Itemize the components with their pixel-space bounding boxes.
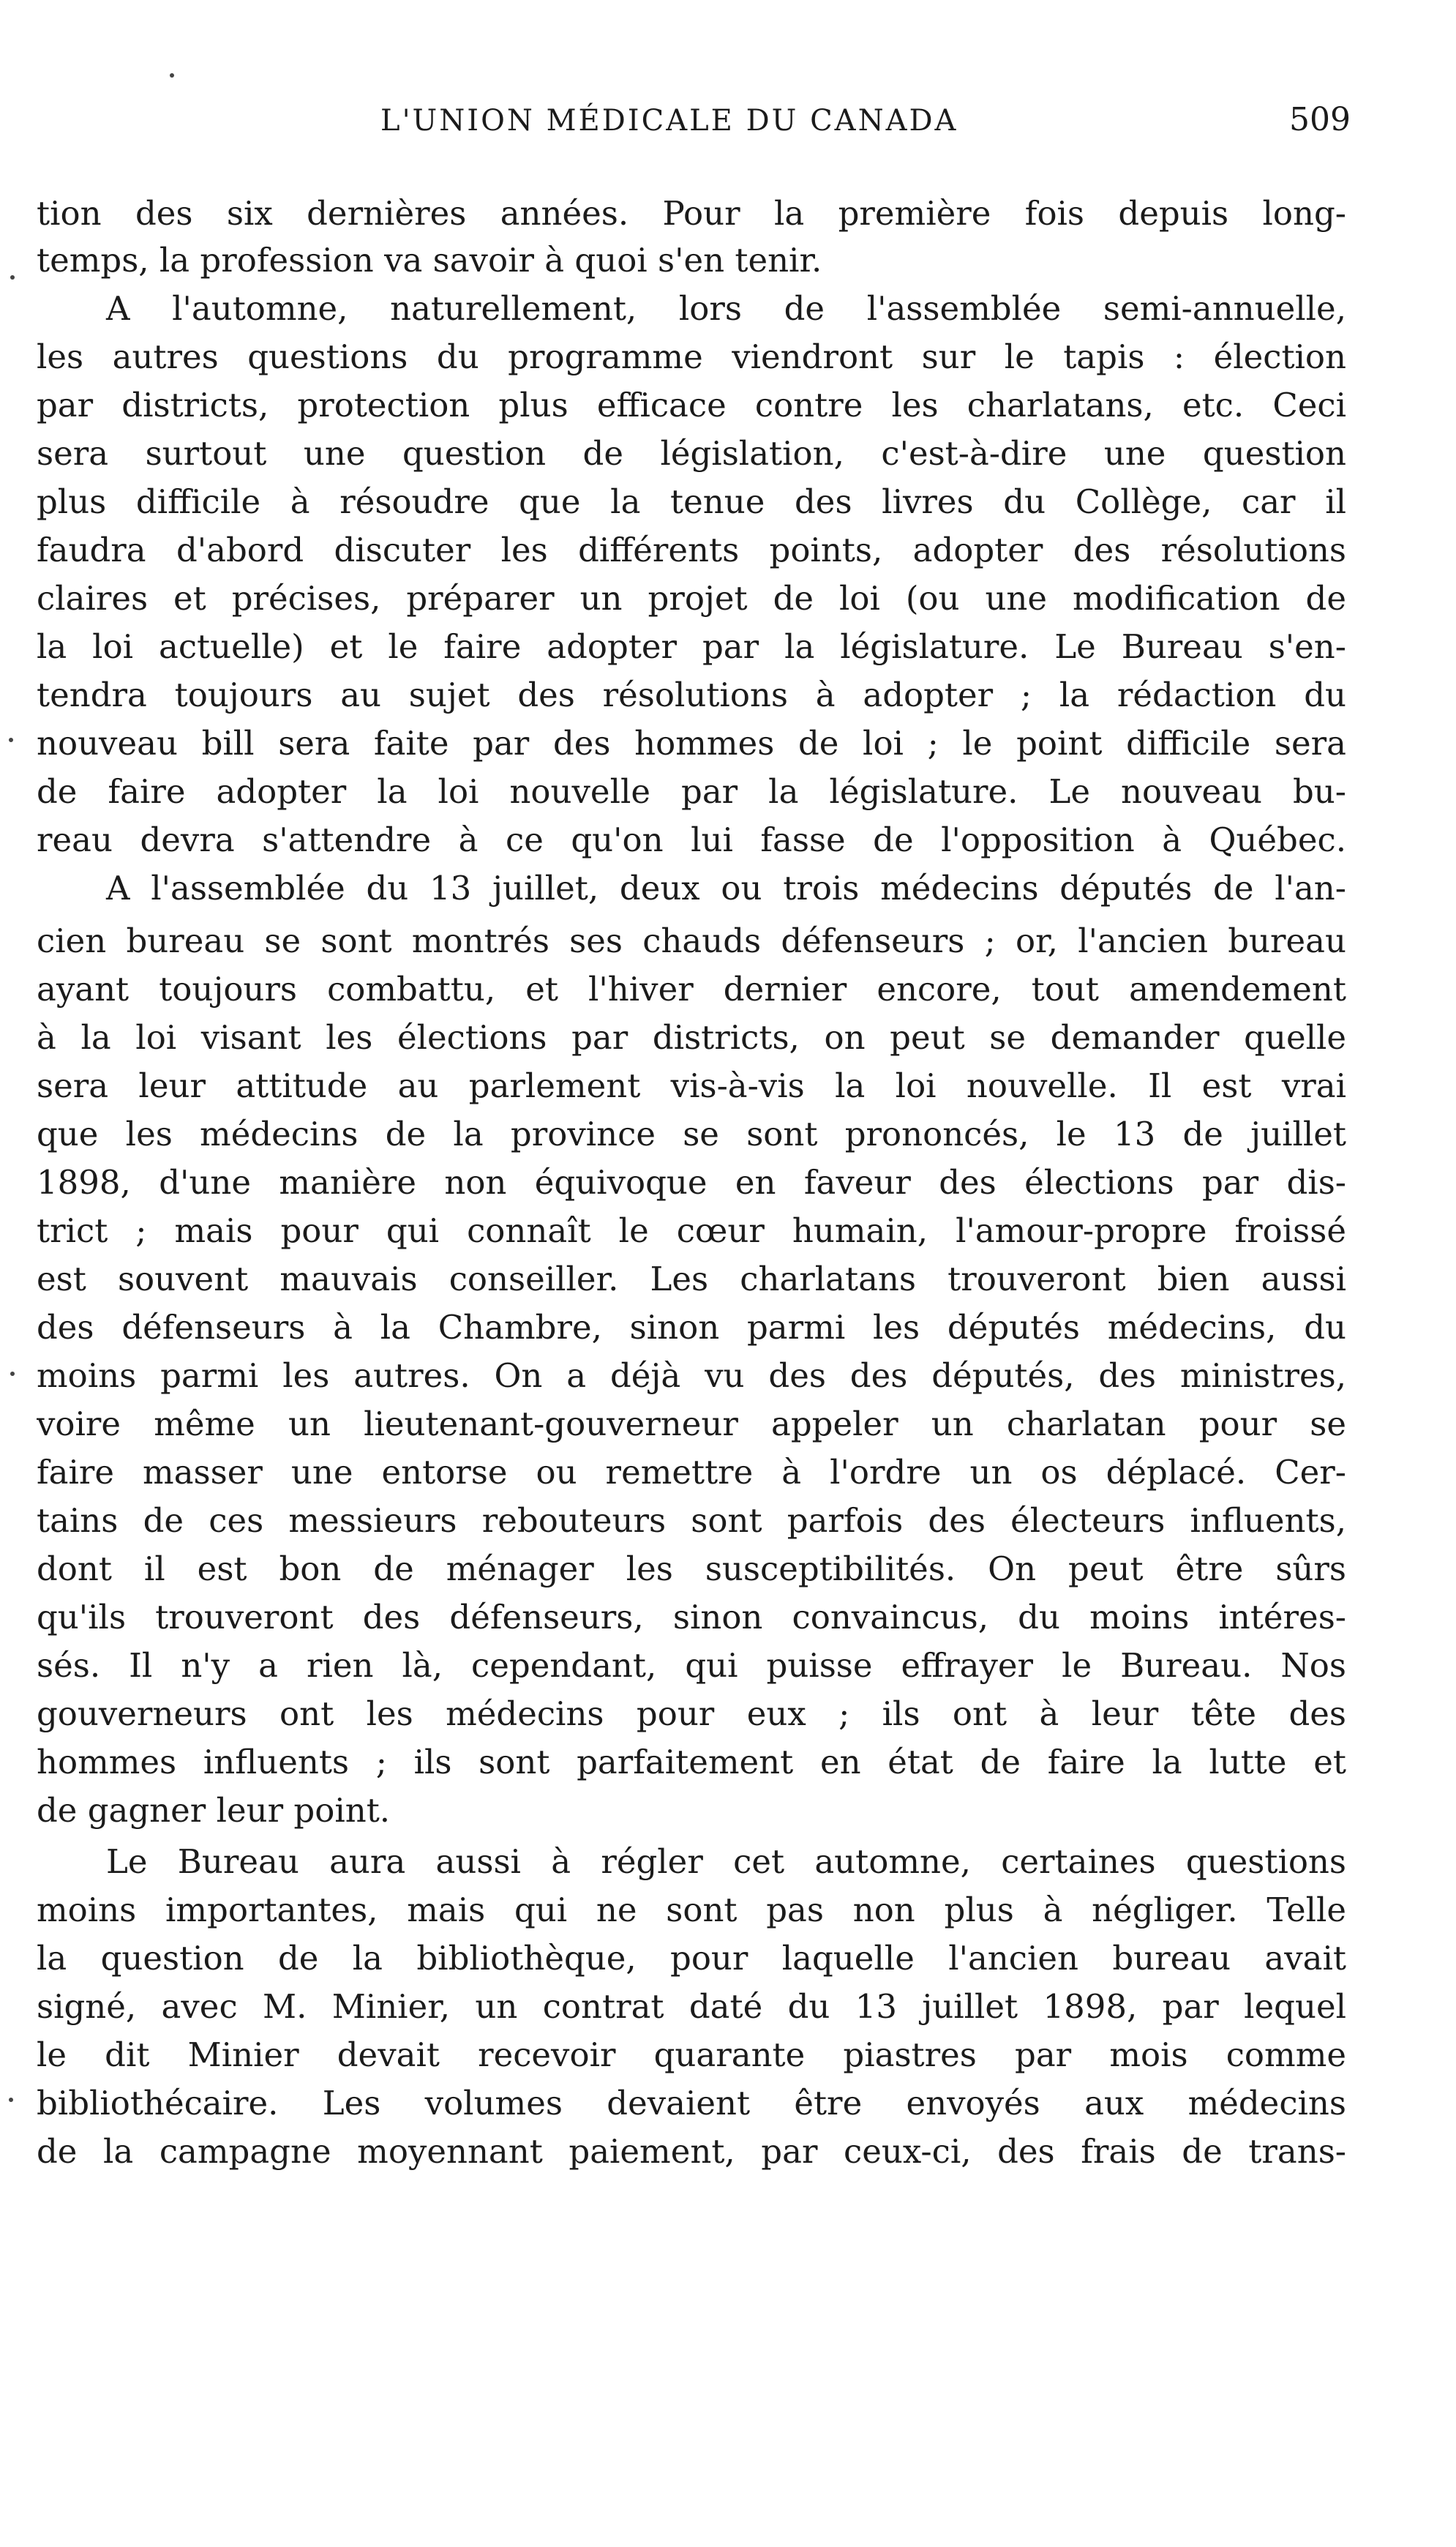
text-line: la loi actuelle) et le faire adopter par la législature. Le Bureau s'en-: [37, 627, 1346, 666]
text-line: Le Bureau aura aussi à régler cet automne, certaines questions: [106, 1842, 1346, 1881]
text-line: de gagner leur point.: [37, 1791, 391, 1830]
text-line: dont il est bon de ménager les susceptibilités. On peut être sûrs: [37, 1549, 1346, 1588]
text-line: que les médecins de la province se sont prononcés, le 13 de juillet: [37, 1115, 1346, 1153]
text-line: ayant toujours combattu, et l'hiver dernier encore, tout amendement: [37, 970, 1346, 1009]
text-line: moins importantes, mais qui ne sont pas non plus à négliger. Telle: [37, 1890, 1346, 1929]
text-line: le dit Minier devait recevoir quarante piastres par mois comme: [37, 2035, 1346, 2074]
text-line: de la campagne moyennant paiement, par ceux-ci, des frais de trans-: [37, 2132, 1346, 2171]
text-line: moins parmi les autres. On a déjà vu des des députés, des ministres,: [37, 1356, 1346, 1395]
text-line: la question de la bibliothèque, pour laquelle l'ancien bureau avait: [37, 1939, 1346, 1978]
running-title: L'UNION MÉDICALE DU CANADA: [380, 104, 958, 138]
text-line: tendra toujours au sujet des résolutions à adopter ; la rédaction du: [37, 676, 1346, 714]
text-line: 1898, d'une manière non équivoque en faveur des élections par dis-: [37, 1163, 1346, 1202]
text-line: temps, la profession va savoir à quoi s'en tenir.: [37, 241, 822, 280]
margin-speck: [170, 73, 174, 78]
text-line: faudra d'abord discuter les différents points, adopter des résolutions: [37, 531, 1346, 569]
text-line: à la loi visant les élections par districts, on peut se demander quelle: [37, 1018, 1346, 1057]
page-number: 509: [1289, 101, 1351, 138]
margin-speck: [9, 738, 13, 742]
text-line: tion des six dernières années. Pour la première fois depuis long-: [37, 194, 1346, 233]
text-line: qu'ils trouveront des défenseurs, sinon convaincus, du moins intéres-: [37, 1598, 1346, 1637]
text-line: sés. Il n'y a rien là, cependant, qui puisse effrayer le Bureau. Nos: [37, 1646, 1346, 1685]
text-line: est souvent mauvais conseiller. Les charlatans trouveront bien aussi: [37, 1260, 1346, 1298]
text-line: par districts, protection plus efficace contre les charlatans, etc. Ceci: [37, 386, 1346, 424]
text-line: trict ; mais pour qui connaît le cœur humain, l'amour-propre froissé: [37, 1211, 1346, 1250]
text-line: reau devra s'attendre à ce qu'on lui fasse de l'opposition à Québec.: [37, 820, 1346, 859]
text-line: hommes influents ; ils sont parfaitement en état de faire la lutte et: [37, 1743, 1346, 1781]
text-line: sera leur attitude au parlement vis-à-vis la loi nouvelle. Il est vrai: [37, 1066, 1346, 1105]
text-line: bibliothécaire. Les volumes devaient être envoyés aux médecins: [37, 2084, 1346, 2122]
text-line: sera surtout une question de législation, c'est-à-dire une question: [37, 434, 1346, 473]
text-line: cien bureau se sont montrés ses chauds défenseurs ; or, l'ancien bureau: [37, 921, 1346, 960]
text-line: signé, avec M. Minier, un contrat daté du 13 juillet 1898, par lequel: [37, 1987, 1346, 2026]
text-line: claires et précises, préparer un projet de loi (ou une modification de: [37, 579, 1346, 618]
text-line: nouveau bill sera faite par des hommes de loi ; le point difficile sera: [37, 724, 1346, 763]
text-line: plus difficile à résoudre que la tenue des livres du Collège, car il: [37, 482, 1346, 521]
text-line: tains de ces messieurs rebouteurs sont parfois des électeurs influents,: [37, 1501, 1346, 1540]
text-line: faire masser une entorse ou remettre à l'ordre un os déplacé. Cer-: [37, 1453, 1346, 1492]
text-line: les autres questions du programme viendront sur le tapis : élection: [37, 337, 1346, 376]
text-line: des défenseurs à la Chambre, sinon parmi les députés médecins, du: [37, 1308, 1346, 1347]
text-line: gouverneurs ont les médecins pour eux ; ils ont à leur tête des: [37, 1694, 1346, 1733]
text-line: A l'assemblée du 13 juillet, deux ou trois médecins députés de l'an-: [106, 869, 1346, 908]
text-line: A l'automne, naturellement, lors de l'assemblée semi-annuelle,: [106, 289, 1346, 328]
text-line: voire même un lieutenant-gouverneur appeler un charlatan pour se: [37, 1405, 1346, 1443]
text-line: de faire adopter la loi nouvelle par la législature. Le nouveau bu-: [37, 772, 1346, 811]
margin-speck: [10, 275, 15, 280]
margin-speck: [10, 1372, 15, 1376]
margin-speck: [9, 2098, 13, 2102]
